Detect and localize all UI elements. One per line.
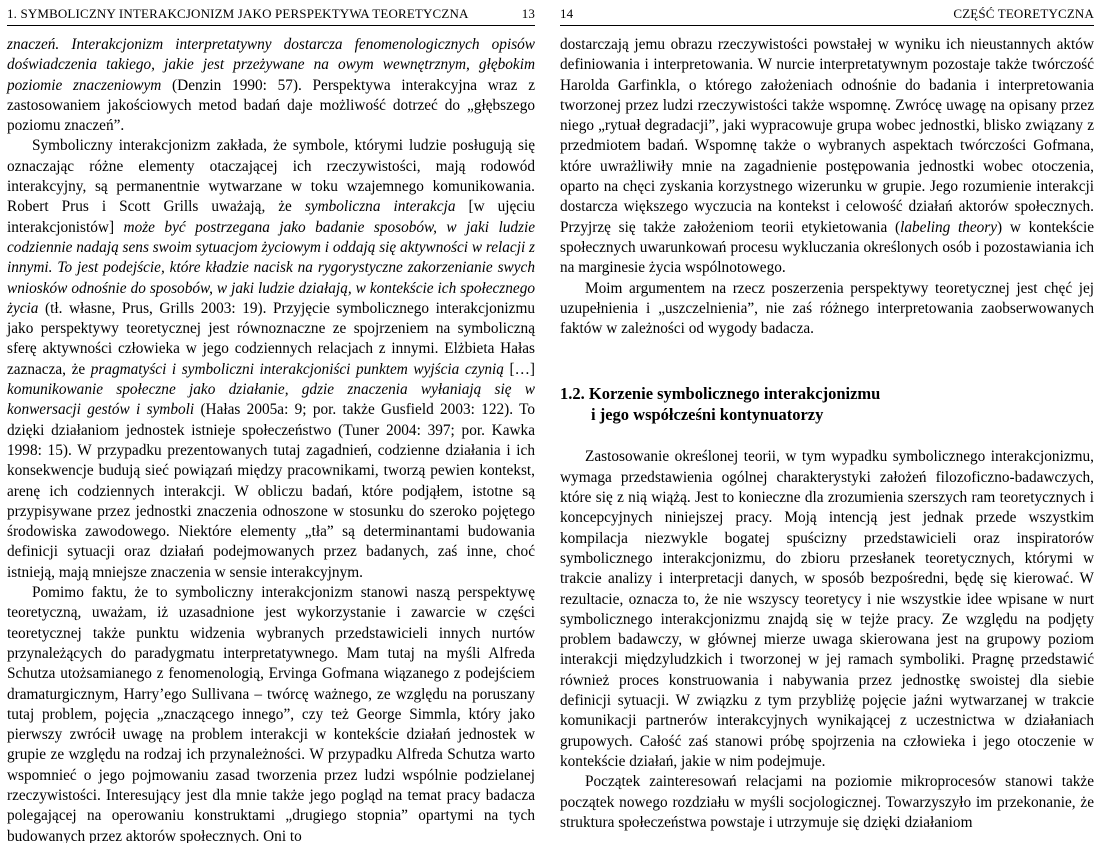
chapter-title: 1. SYMBOLICZNY INTERAKCJONIZM JAKO PERSPEKTYWA TEORETYCZNA xyxy=(7,6,469,21)
section-heading-line: i jego współcześni kontynuatorzy xyxy=(591,405,824,425)
body-text xyxy=(560,35,1094,833)
italic-quote: labeling theory xyxy=(900,218,998,236)
page-number: 14 xyxy=(560,6,574,21)
text-run: Początek zainteresowań relacjami na poziomie mikroprocesów stanowi także początek nowego rozdziału w myśli socjologicznej. Towarzyszyło im przekonanie, że struktura społeczeństwa powstaje i utrzymuje się dzięki działaniom xyxy=(560,773,1094,831)
section-heading-line: 1.2. Korzenie symbolicznego interakcjonizmu xyxy=(560,384,881,404)
text-run: [w ujęciu interakcjonistów] xyxy=(7,198,535,236)
section-heading xyxy=(560,383,1094,425)
part-title: CZĘŚĆ TEORETYCZNA xyxy=(953,6,1094,21)
text-run: Symboliczny interakcjonizm zakłada, że symbole, którymi ludzie posługują się oznaczając różne elementy otaczającej ich rzeczywistości, mają rodowód interakcyjny, są permanentnie wytwarzane w toku wzajemnego komunikowania. Robert Prus i Scott Grills uważają, że xyxy=(7,137,535,216)
header-rule xyxy=(7,25,535,26)
text-run: Zastosowanie określonej teorii, w tym wypadku symbolicznego interakcjonizmu, wymaga przedstawienia ogólnej charakterystyki założeń filozoficzno-badawczych, które się z nią wiążą. Jest to konieczne dla zrozumienia szerszych ram teoretycznych i koncepcyjnych niniejszej pracy. Moją intencją jest jednak przede wszystkim kompilacja niezwykle bogatej spuścizny przedstawicieli oraz inspiratorów symbolicznego interakcjonizmu, do zbioru przesłanek teoretycznych, którymi w trakcie analizy i interpretacji danych, w sposób bezpośredni, będę się kierować. W rezultacie, oznacza to, że nie wszyscy teoretycy i nie wszystkie idee wpisane w nurt symbolicznego interakcjonizmu znajdą się w tejże pracy. Ze względu na podjęty problem badawczy, w głównej mierze uwaga skierowana jest na grupowy poziom interakcji międzyludzkich i tworzonej w jej ramach symboliki. Pragnę przedstawić również proces konstruowania i nabywania przez jednostkę swoistej dla siebie definicji sytuacji. W związku z tym przybliżę pojęcie jaźni wytwarzanej w trakcie komunikacji partnerów interakcyjnych wynikającej z uczestnictwa w działaniach grupowych. Całość zaś stanowi próbę spojrzenia na człowieka i jego otoczenie w kontekście działań, jakie w nim podejmuje. xyxy=(560,448,1094,770)
text-run: ) w kontekście społecznych uwarunkowań procesu wykluczania określonych osób i pozostawiania ich na marginesie życia wspólnotowego. xyxy=(560,218,1094,277)
text-run: […] xyxy=(503,360,535,378)
right-page xyxy=(556,0,1100,843)
page-number: 13 xyxy=(521,6,535,21)
paragraph xyxy=(7,136,535,583)
paragraph xyxy=(7,583,535,843)
paragraph xyxy=(560,35,1094,279)
header-rule xyxy=(560,25,1094,26)
italic-quote: symboliczna interakcja xyxy=(304,198,456,216)
italic-quote: może być postrzegana jako badanie sposobów, w jaki ludzie codziennie nadają sens swoim sytuacjom życiowym i oddają się aktywności w relacji z innymi. To jest podejście, które kładzie nacisk na rygorystyczne zakorzenianie swych wniosków odnośnie do sposobów, w jaki ludzie działają, w kontekście ich społecznego życia xyxy=(7,218,535,317)
italic-quote: komunikowanie społeczne jako działanie, gdzie znaczenia wyłaniają się w konwersacji gestów i symboli xyxy=(7,381,535,419)
paragraph-group xyxy=(560,35,1094,339)
running-header xyxy=(560,4,1094,24)
left-page xyxy=(0,0,548,843)
paragraph xyxy=(560,447,1094,772)
paragraph xyxy=(7,35,535,136)
text-run: (Denzin 1990: 57). Perspektywa interakcyjna wraz z zastosowaniem jakościowych metod badań daje możliwość dotrzeć do „głębszego poziomu znaczeń”. xyxy=(7,76,535,135)
paragraph xyxy=(560,279,1094,340)
paragraph-group xyxy=(560,447,1094,833)
running-header xyxy=(7,4,535,24)
text-run: dostarczają jemu obrazu rzeczywistości powstałej w wyniku ich nieustannych aktów definiowania i interpretowania. W nurcie interpretatywnym pozostaje także twórczość Harolda Garfinkla, o którego założeniach odnośnie do badania i interpretowania tworzonej przez ludzi rzeczywistości także wspomnę. Zwrócę uwagę na opisany przez niego „rytuał degradacji”, jaki wypracowuje grupa wobec jednostki, blisko związany z przedmiotem badań. Wspomnę także o wybranych aspektach twórczości Gofmana, które uwrażliwiły mnie na zagadnienie postępowania jednostki wobec otoczenia, oparto na chęci zyskania korzystnego wizerunku w grupie. Jego rozumienie interakcji dostarcza większego wyczucia na kontekst i celowość działań aktorów społecznych. Przyjrzę się także założeniom teorii etykietowania ( xyxy=(560,36,1094,236)
text-run: (tł. własne, Prus, Grills 2003: 19). Przyjęcie symbolicznego interakcjonizmu jako perspektywy teoretycznej jest równoznaczne ze spojrzeniem na symboliczną sferę aktywności człowieka w jego codziennych relacjach z innymi. Elżbieta Hałas zaznacza, że xyxy=(7,299,535,378)
text-run: (Hałas 2005a: 9; por. także Gusfield 2003: 122). To dzięki działaniom jednostek istnieje społeczeństwo (Tuner 2004: 397; por. Kawka 1998: 15). W przypadku prezentowanych tutaj zagadnień, codzienne działania i ich konsekwencje budują sieć powiązań między pracownikami, tworzą pewien kontekst, arenę ich codziennych interakcji. W obliczu badań, które podjąłem, istotne są przypisywane przez jednostki znaczenia odnoszone w stosunku do szeroko pojętego środowiska zawodowego. Niektóre elementy „tła” są determinantami budowania definicji sytuacji oraz działań podejmowanych przez badanych, zaś inne, choć istnieją, mają mniejsze znaczenia w sensie interakcyjnym. xyxy=(7,401,535,581)
italic-quote: znaczeń. Interakcjonizm interpretatywny dostarcza fenomenologicznych opisów doświadczenia takiego, jakie jest przeżywane na owym wewnętrznym, głębokim poziomie znaczeniowym xyxy=(7,36,535,94)
italic-quote: pragmatyści i symboliczni interakcjoniści punktem wyjścia czynią xyxy=(90,360,504,378)
text-run: Moim argumentem na rzecz poszerzenia perspektywy teoretycznej jest chęć jej uzupełnienia i „uszczelnienia”, nie zaś różnego interpretowania zaobserwowanych faktów w zależności od wygody badacza. xyxy=(560,279,1094,338)
body-text xyxy=(7,35,535,843)
text-run: Pomimo faktu, że to symboliczny interakcjonizm stanowi naszą perspektywę teoretyczną, uważam, iż uzasadnione jest wykorzystanie i zawarcie w części teoretycznej także punktu widzenia wybranych przedstawicieli innych nurtów przynależących do paradygmatu interpretatywnego. Mam tutaj na myśli Alfreda Schutza utożsamianego z fenomenologią, Ervinga Gofmana wiązanego z podejściem dramaturgicznym, Harry’ego Sullivana – twórcę ważnego, ze względu na poruszany tutaj problem, pojęcia „znaczącego innego”, czy też George Simmla, który jako pierwszy zwrócił uwagę na problem interakcji w kontekście działań jednostek w grupie ze względu na rodzaj ich przynależności. W przypadku Alfreda Schutza warto wspomnieć o jego pojmowaniu zasad tworzenia przez ludzi wspólnie podzielanej rzeczywistości. Interesujący jest dla mnie także jego pogląd na temat pracy badacza polegającej na operowaniu konstruktami „drugiego stopnia” opartymi na tych budowanych przez aktorów społecznych. Oni to xyxy=(7,584,535,843)
paragraph xyxy=(560,772,1094,833)
